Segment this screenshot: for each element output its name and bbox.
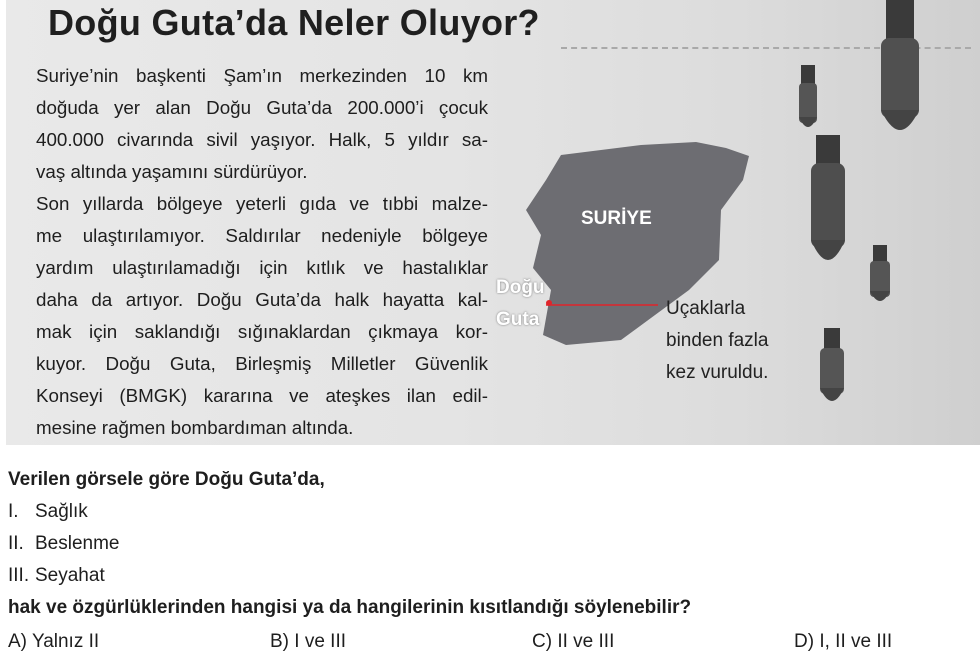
option-item: [8, 528, 968, 560]
question-stem: hak ve özgürlüklerinden hangisi ya da hangilerinin kısıtlandığı söylenebilir?: [8, 597, 692, 618]
paragraph-line: doğuda yer alan Doğu Guta’da 200.000’i çocuk: [36, 97, 488, 118]
region-label: Doğu: [496, 277, 545, 298]
answer-letter: C): [532, 631, 553, 652]
answer-letter: D): [794, 631, 815, 652]
pointer-line: [546, 300, 661, 310]
region-label: Guta: [496, 309, 540, 330]
country-label: SURİYE: [581, 208, 652, 229]
answer-a[interactable]: [8, 626, 99, 658]
answer-b[interactable]: [270, 626, 346, 658]
paragraph-line: Son yıllarda bölgeye yeterli gıda ve tıbbi malze-: [36, 193, 488, 214]
paragraph-line: vaş altında yaşamını sürdürüyor.: [36, 161, 308, 182]
map-annotation: [666, 293, 768, 389]
bomb-icon: [816, 328, 848, 413]
annotation-line: Uçaklarla: [666, 298, 746, 319]
answer-text: I ve III: [294, 631, 347, 652]
answer-c[interactable]: [532, 626, 614, 658]
annotation-line: binden fazla: [666, 330, 769, 351]
paragraph-line: mesine rağmen bombardıman altında.: [36, 417, 354, 438]
bomb-icon: [876, 0, 926, 150]
option-number: II.: [8, 533, 24, 554]
paragraph-line: daha da artıyor. Doğu Guta’da halk hayatta kal-: [36, 289, 488, 310]
option-text: Beslenme: [35, 533, 120, 554]
option-number: III.: [8, 565, 30, 586]
question-block: [8, 464, 968, 624]
paragraph-line: kuyor. Doğu Guta, Birleşmiş Milletler Güvenlik: [36, 353, 488, 374]
answer-text: I, II ve III: [819, 631, 893, 652]
option-text: Seyahat: [35, 565, 105, 586]
reading-paragraph: [36, 60, 488, 444]
paragraph-line: Konseyi (BMGK) kararına ve ateşkes ilan edil-: [36, 385, 488, 406]
answer-letter: A): [8, 631, 27, 652]
bomb-icon: [796, 65, 821, 135]
reading-panel: [6, 0, 980, 445]
annotation-line: kez vuruldu.: [666, 362, 769, 383]
answer-text: II ve III: [557, 631, 615, 652]
bomb-icon: [866, 245, 896, 310]
answer-letter: B): [270, 631, 289, 652]
option-number: I.: [8, 501, 19, 522]
answer-d[interactable]: [794, 626, 892, 658]
page-title: Doğu Guta’da Neler Oluyor?: [48, 2, 540, 43]
paragraph-line: yardım ulaştırılamadığı için kıtlık ve hastalıklar: [36, 257, 488, 278]
answer-text: Yalnız II: [31, 631, 100, 652]
option-item: [8, 560, 968, 592]
bomb-icon: [806, 135, 851, 280]
paragraph-line: mak için saklandığı sığınaklardan çıkmaya kor-: [36, 321, 488, 342]
option-text: Sağlık: [35, 501, 88, 522]
answer-choices: [8, 626, 968, 658]
option-item: [8, 496, 968, 528]
paragraph-line: 400.000 civarında sivil yaşıyor. Halk, 5 yıldır sa-: [36, 129, 488, 150]
paragraph-line: Suriye’nin başkenti Şam’ın merkezinden 10 km: [36, 65, 488, 86]
question-intro: Verilen görsele göre Doğu Guta’da,: [8, 469, 325, 490]
paragraph-line: me ulaştırılamıyor. Saldırılar nedeniyle bölgeye: [36, 225, 488, 246]
